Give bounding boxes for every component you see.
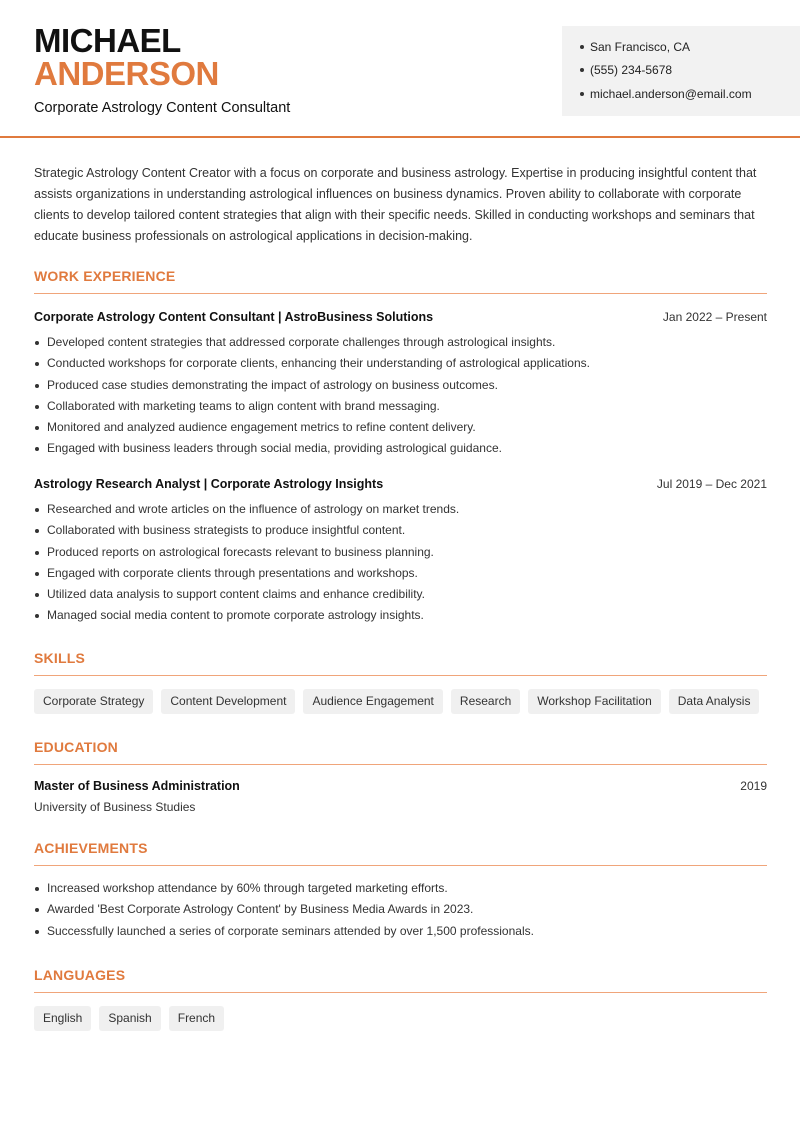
contact-location: [580, 40, 690, 54]
section-title-languages: LANGUAGES: [34, 967, 767, 993]
contact-email-text: michael.anderson@email.com: [590, 87, 752, 101]
achievements-list: [34, 878, 767, 942]
education-year: 2019: [740, 779, 767, 793]
language-tag: Spanish: [99, 1006, 160, 1031]
education-degree: Master of Business Administration: [34, 779, 240, 793]
skill-tag: Workshop Facilitation: [528, 689, 661, 714]
languages-list: [34, 1006, 224, 1031]
list-item: Collaborated with business strategists to produce insightful content.: [34, 520, 767, 541]
last-name: ANDERSON: [34, 55, 219, 92]
first-name: MICHAEL: [34, 22, 181, 59]
job-role: Corporate Astrology Content Consultant | AstroBusiness Solutions: [34, 310, 434, 324]
section-title-skills: SKILLS: [34, 650, 767, 676]
job-role: Astrology Research Analyst | Corporate Astrology Insights: [34, 477, 384, 491]
job-dates: Jan 2022 – Present: [662, 310, 767, 324]
job-header: [34, 310, 767, 324]
list-item: Increased workshop attendance by 60% through targeted marketing efforts.: [34, 878, 767, 899]
summary: Strategic Astrology Content Creator with a focus on corporate and business astrology. Expertise in producing insightful content that assists organizations in understanding astrological influences on business dynamics. Proven ability to collaborate with corporate clients to develop tailored content strategies that align with their specific needs. Skilled in conducting workshops and seminars that educate business professionals on astrological applications in decision-making.: [34, 166, 757, 243]
list-item: Conducted workshops for corporate clients, enhancing their understanding of astrological applications.: [34, 353, 767, 374]
contact-phone-text: (555) 234-5678: [590, 63, 673, 77]
list-item: Successfully launched a series of corporate seminars attended by over 1,500 professionals.: [34, 921, 767, 942]
list-item: Produced case studies demonstrating the impact of astrology on business outcomes.: [34, 375, 767, 396]
job-bullets: [34, 332, 767, 460]
skill-tag: Research: [451, 689, 520, 714]
contact-phone: [580, 63, 672, 77]
section-title-work: WORK EXPERIENCE: [34, 268, 767, 294]
list-item: Engaged with corporate clients through presentations and workshops.: [34, 563, 767, 584]
skills-list: [34, 689, 759, 714]
bullet-icon: [580, 68, 584, 72]
job-dates: Jul 2019 – Dec 2021: [656, 477, 767, 491]
bullet-icon: [580, 45, 584, 49]
skill-tag: Data Analysis: [669, 689, 760, 714]
education-school: University of Business Studies: [34, 800, 196, 814]
list-item: Awarded 'Best Corporate Astrology Content' by Business Media Awards in 2023.: [34, 899, 767, 920]
job-header: [34, 477, 767, 491]
job-bullets: [34, 499, 767, 627]
list-item: Engaged with business leaders through social media, providing astrological guidance.: [34, 438, 767, 459]
skill-tag: Audience Engagement: [303, 689, 442, 714]
contact-box: [562, 26, 800, 116]
section-title-education: EDUCATION: [34, 739, 767, 765]
list-item: Developed content strategies that addressed corporate challenges through astrological insights.: [34, 332, 767, 353]
skill-tag: Corporate Strategy: [34, 689, 153, 714]
job-title: Corporate Astrology Content Consultant: [34, 100, 291, 116]
language-tag: English: [34, 1006, 91, 1031]
list-item: Collaborated with marketing teams to align content with brand messaging.: [34, 396, 767, 417]
language-tag: French: [169, 1006, 224, 1031]
list-item: Researched and wrote articles on the influence of astrology on market trends.: [34, 499, 767, 520]
list-item: Utilized data analysis to support content claims and enhance credibility.: [34, 584, 767, 605]
list-item: Managed social media content to promote corporate astrology insights.: [34, 605, 767, 626]
skill-tag: Content Development: [161, 689, 295, 714]
contact-location-text: San Francisco, CA: [590, 40, 691, 54]
list-item: Monitored and analyzed audience engagement metrics to refine content delivery.: [34, 417, 767, 438]
list-item: Produced reports on astrological forecasts relevant to business planning.: [34, 542, 767, 563]
contact-email: [580, 87, 752, 101]
section-title-achievements: ACHIEVEMENTS: [34, 840, 767, 866]
bullet-icon: [580, 92, 584, 96]
resume-header: [0, 0, 800, 138]
